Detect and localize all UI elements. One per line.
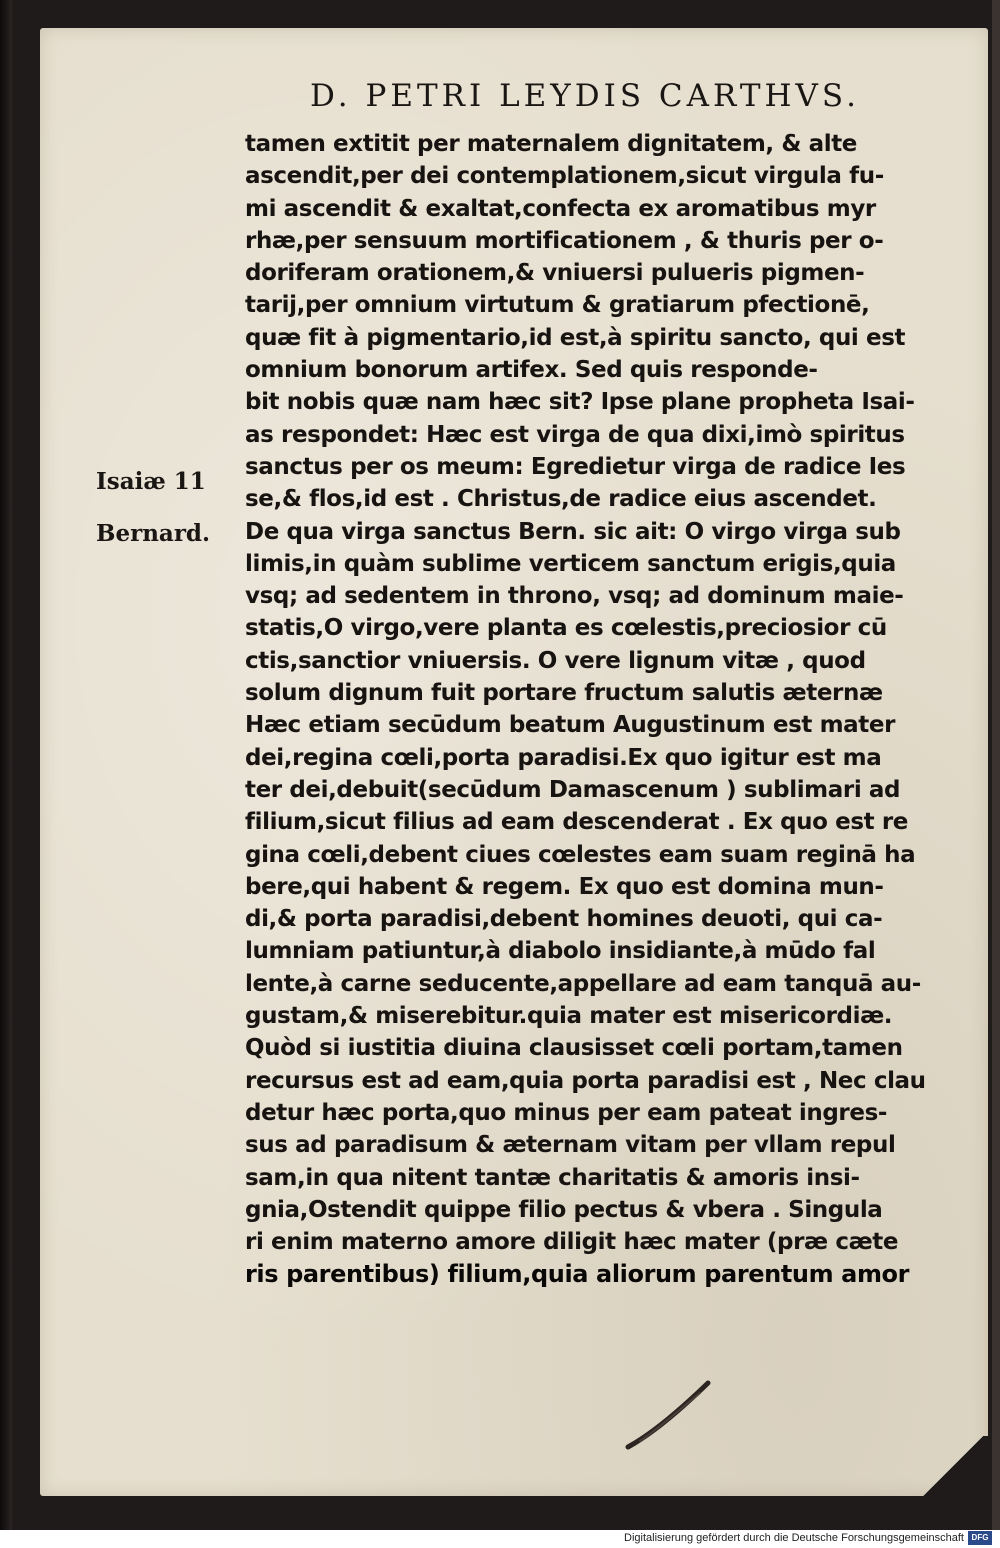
text-line: dei,regina cœli,porta paradisi.Ex quo igitur est ma — [245, 744, 882, 771]
text-line: se,& flos,id est . Christus,de radice eius ascendet. — [245, 486, 877, 513]
ink-stroke-mark — [620, 1375, 720, 1455]
text-line: rhæ,per sensuum mortificationem , & thuris per o- — [245, 227, 884, 254]
text-line: as respondet: Hæc est virga de qua dixi,imò spiritus — [245, 421, 905, 448]
text-line: ter dei,debuit(secūdum Damascenum ) sublimari ad — [245, 776, 901, 803]
text-line: ri enim materno amore diligit hæc mater (præ cæte — [245, 1229, 899, 1256]
text-line: recursus est ad eam,quia porta paradisi est , Nec clau — [245, 1067, 926, 1094]
binding-edge — [0, 0, 12, 1530]
text-line: ris parentibus) filium,quia aliorum parentum amor — [245, 1260, 910, 1289]
text-line: sus ad paradisum & æternam vitam per vllam repul — [245, 1132, 896, 1159]
text-line: mi ascendit & exaltat,confecta ex aromatibus myr — [245, 195, 876, 222]
text-line: bere,qui habent & regem. Ex quo est domina mun- — [245, 873, 884, 900]
text-line: quæ fit à pigmentario,id est,à spiritu sancto, qui est — [245, 324, 906, 351]
text-line: lente,à carne seducente,appellare ad eam tanquā au- — [245, 970, 921, 997]
text-line: gustam,& miserebitur.quia mater est misericordiæ. — [245, 1003, 893, 1030]
page-corner-tear — [918, 1436, 988, 1496]
text-line: doriferam orationem,& vniuersi pulueris pigmen- — [245, 260, 865, 287]
text-line: tarij,per omnium virtutum & gratiarum pfectionē, — [245, 292, 870, 319]
text-line: sam,in qua nitent tantæ charitatis & amoris insi- — [245, 1164, 860, 1191]
margin-note-isaiah: Isaiæ 11 — [96, 468, 206, 495]
text-line: limis,in quàm sublime verticem sanctum erigis,quia — [245, 550, 896, 577]
text-line: tamen extitit per maternalem dignitatem, & alte — [245, 131, 857, 157]
text-line: lumniam patiuntur,à diabolo insidiante,à mūdo fal — [245, 938, 876, 965]
text-line: di,& porta paradisi,debent homines deuoti, qui ca- — [245, 906, 883, 933]
text-line: ascendit,per dei contemplationem,sicut virgula fu- — [245, 163, 884, 190]
text-line: Hæc etiam secūdum beatum Augustinum est mater — [245, 712, 896, 739]
text-line: solum dignum fuit portare fructum salutis æternæ — [245, 680, 883, 707]
margin-note-bernard: Bernard. — [96, 520, 211, 547]
text-line: omnium bonorum artifex. Sed quis responde- — [245, 357, 818, 384]
text-line: detur hæc porta,quo minus per eam pateat ingres- — [245, 1099, 888, 1126]
text-line: bit nobis quæ nam hæc sit? Ipse plane propheta Isai- — [245, 389, 915, 416]
text-line: filium,sicut filius ad eam descenderat . Ex quo est re — [245, 809, 908, 836]
text-line: vsq; ad sedentem in throno, vsq; ad dominum maie- — [245, 583, 904, 610]
dfg-logo: DFG — [968, 1531, 992, 1545]
text-line: De qua virga sanctus Bern. sic ait: O virgo virga sub — [245, 518, 901, 545]
scan-edge — [992, 0, 1000, 1530]
running-head: D. PETRI LEYDIS CARTHVS. — [310, 78, 860, 114]
text-line: gnia,Ostendit quippe filio pectus & vbera . Singula — [245, 1196, 883, 1223]
text-line: Quòd si iustitia diuina clausisset cœli portam,tamen — [245, 1035, 903, 1062]
text-line: gina cœli,debent ciues cœlestes eam suam reginā ha — [245, 841, 916, 868]
text-line: ctis,sanctior vniuersis. O vere lignum vitæ , quod — [245, 647, 866, 674]
text-line: statis,O virgo,vere planta es cœlestis,preciosior cū — [245, 615, 887, 642]
footer-credit: Digitalisierung gefördert durch die Deutsche Forschungsgemeinschaft — [624, 1532, 964, 1544]
body-text — [245, 128, 945, 1291]
text-line: sanctus per os meum: Egredietur virga de radice Ies — [245, 453, 906, 480]
